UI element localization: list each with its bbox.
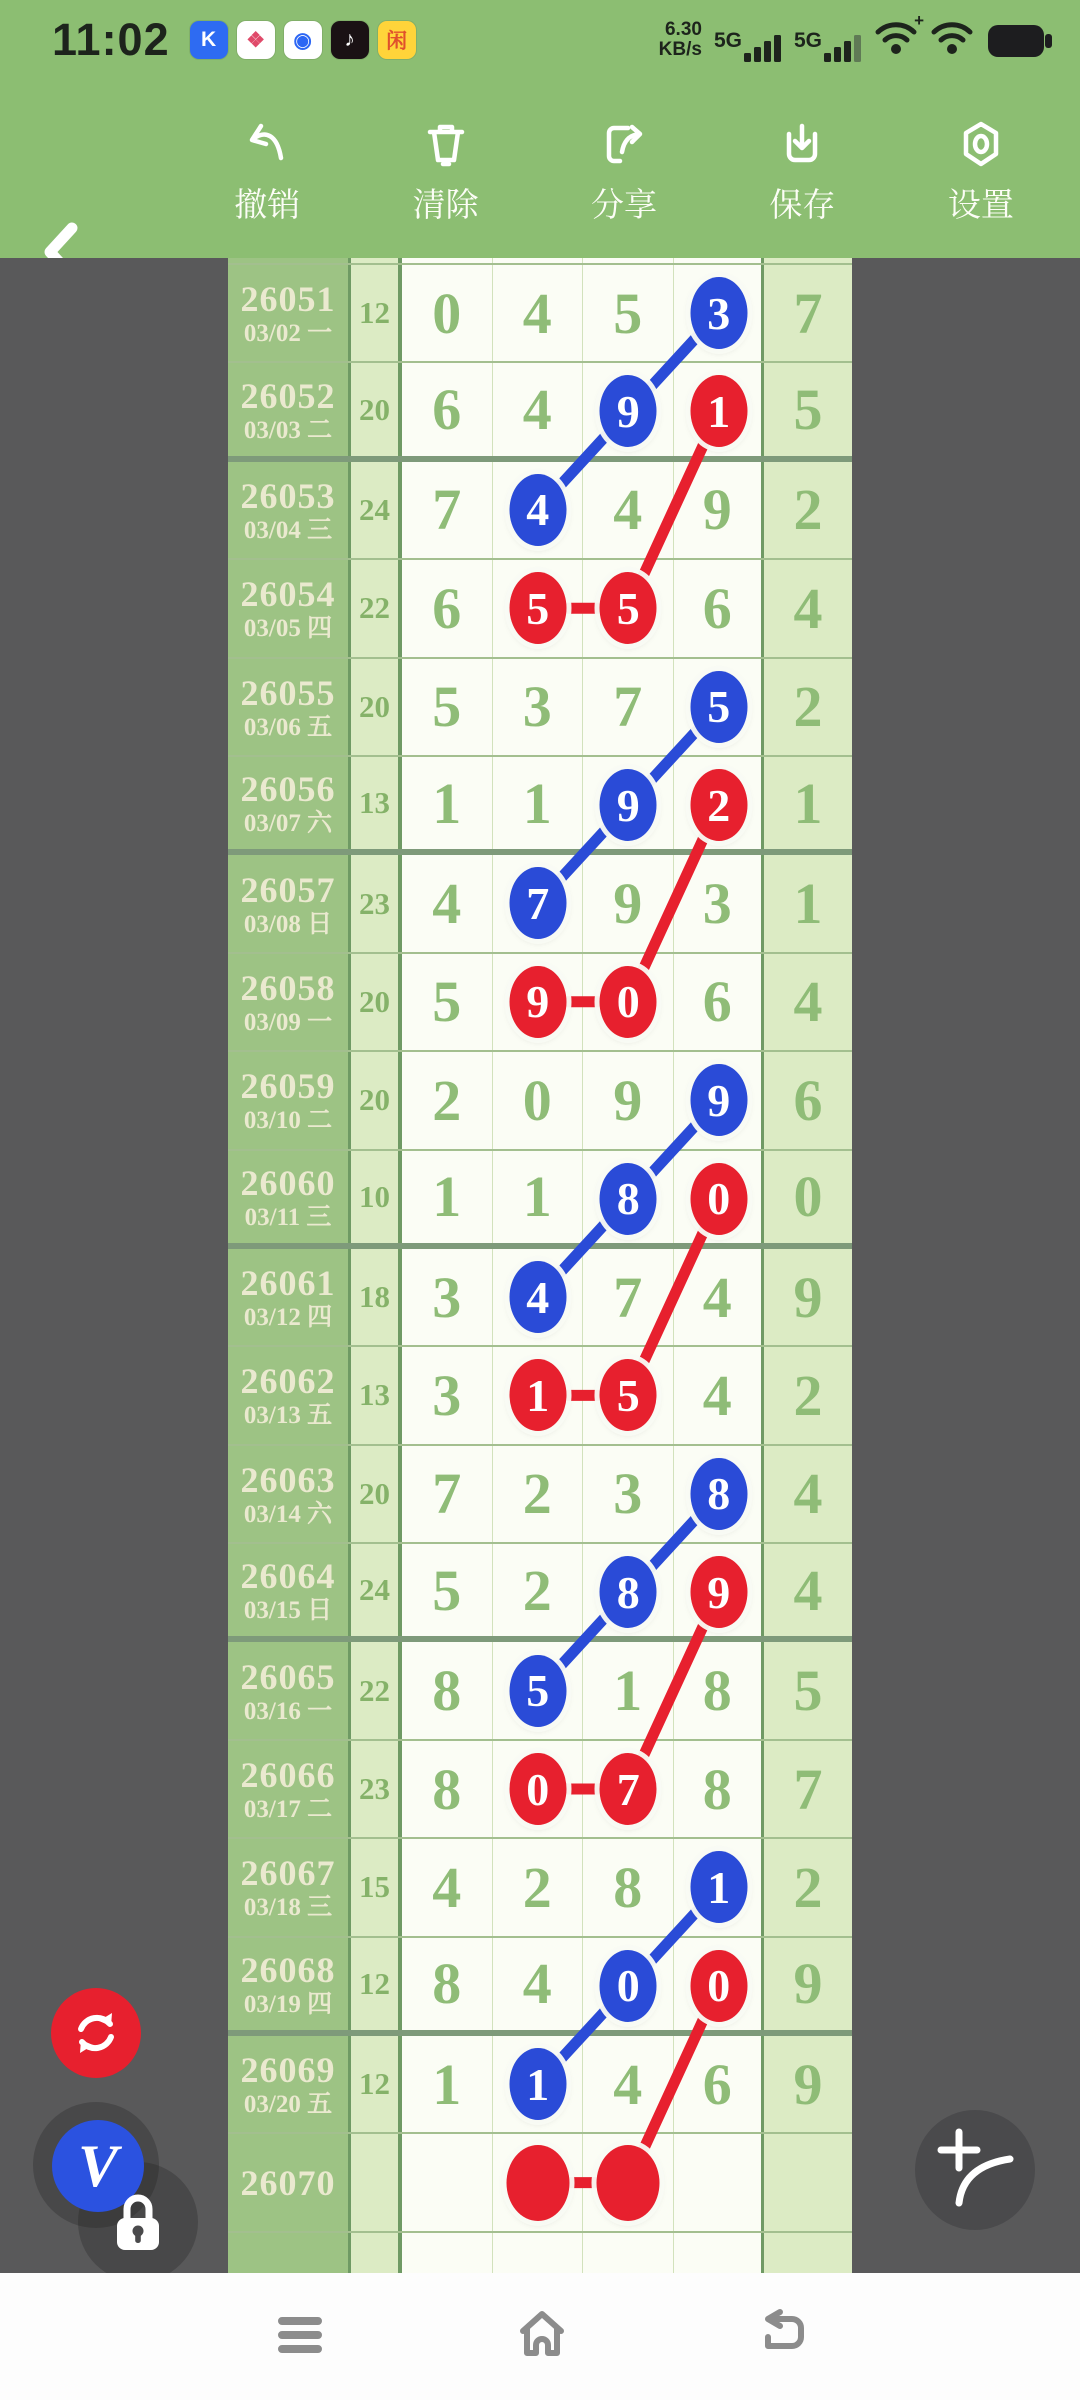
table-row xyxy=(228,659,852,757)
period-number: 26055 xyxy=(240,672,336,713)
period-date: 03/16 一 xyxy=(243,1697,333,1725)
count-cell: 18 xyxy=(351,1249,402,1345)
result-cell: 9 xyxy=(764,1938,852,2030)
digit-cell[interactable]: 3 xyxy=(493,659,584,755)
period-number: 26070 xyxy=(240,2162,336,2203)
period-cell xyxy=(228,2036,351,2132)
mark-red[interactable]: 9 xyxy=(690,1556,747,1628)
period-date: 03/03 二 xyxy=(243,416,333,444)
digit-cell[interactable]: 0 xyxy=(402,265,493,361)
mark-red[interactable]: 0 xyxy=(690,1950,747,2022)
count-cell: 24 xyxy=(351,462,402,558)
digit-cell[interactable]: 3 xyxy=(402,1249,493,1345)
period-cell xyxy=(228,1741,351,1837)
mark-blue[interactable]: 5 xyxy=(509,1655,566,1727)
system-nav-bar xyxy=(0,2273,1080,2400)
undo-label: 撤销 xyxy=(234,186,301,223)
mark-blue[interactable]: 8 xyxy=(600,1163,657,1235)
settings-label: 设置 xyxy=(947,186,1014,223)
digit-cell[interactable]: 8 xyxy=(674,1642,765,1738)
result-cell: 4 xyxy=(764,954,852,1050)
period-cell xyxy=(228,855,351,951)
nav-menu-button[interactable] xyxy=(272,2307,328,2363)
mark-red[interactable]: 5 xyxy=(509,572,566,644)
quark-icon: ◉ xyxy=(284,21,322,59)
share-icon xyxy=(598,118,650,170)
period-date: 03/11 三 xyxy=(244,1203,332,1231)
count-cell xyxy=(351,2134,402,2230)
period-number: 26058 xyxy=(240,967,336,1008)
period-number: 26052 xyxy=(240,375,336,416)
digit-cell[interactable]: 4 xyxy=(493,265,584,361)
count-cell: 13 xyxy=(351,757,402,849)
left-panel xyxy=(0,258,228,2273)
battery-icon xyxy=(986,21,1054,61)
period-date: 03/12 四 xyxy=(243,1304,333,1332)
tiktok-icon: ♪ xyxy=(331,21,369,59)
toolbar xyxy=(0,80,1080,258)
period-cell xyxy=(228,757,351,849)
qanflow-icon: ❖ xyxy=(237,21,275,59)
period-cell xyxy=(228,363,351,455)
table-row xyxy=(228,265,852,363)
table-row-cut xyxy=(228,258,852,265)
count-cell: 23 xyxy=(351,1741,402,1837)
trash-icon xyxy=(420,118,472,170)
count-cell: 12 xyxy=(351,265,402,361)
period-date: 03/08 日 xyxy=(243,910,333,938)
period-date: 03/19 四 xyxy=(243,1990,333,2018)
count-cell: 12 xyxy=(351,1938,402,2030)
mark-red[interactable]: 5 xyxy=(600,1359,657,1431)
digit-cell[interactable]: 4 xyxy=(583,462,674,558)
result-cell: 6 xyxy=(764,1052,852,1148)
mark-blue[interactable]: 4 xyxy=(509,474,566,546)
signal-bars-icon xyxy=(824,32,862,62)
count-cell: 23 xyxy=(351,855,402,951)
digit-cell[interactable]: 3 xyxy=(583,1446,674,1542)
count-cell: 20 xyxy=(351,363,402,455)
digit-cell[interactable]: 2 xyxy=(402,1052,493,1148)
refresh-button[interactable] xyxy=(51,1988,141,2078)
mark-blue[interactable]: 9 xyxy=(600,375,657,447)
digit-cell[interactable]: 5 xyxy=(402,954,493,1050)
count-cell: 20 xyxy=(351,1052,402,1148)
period-cell xyxy=(228,659,351,755)
digit-cell[interactable]: 4 xyxy=(674,1347,765,1443)
table-row xyxy=(228,363,852,461)
status-bar xyxy=(0,0,1080,80)
table-row xyxy=(228,757,852,855)
digit-cell[interactable]: 0 xyxy=(493,1052,584,1148)
period-date: 03/09 一 xyxy=(243,1008,333,1036)
status-clock: 11:02 xyxy=(52,14,170,65)
clear-label: 清除 xyxy=(412,186,479,223)
digit-cell[interactable] xyxy=(402,2134,493,2230)
digit-cell[interactable]: 5 xyxy=(583,265,674,361)
xianyu-icon: 闲 xyxy=(378,21,416,59)
period-date: 03/10 二 xyxy=(243,1107,333,1135)
period-number: 26062 xyxy=(240,1361,336,1402)
digit-cell[interactable]: 7 xyxy=(583,1249,674,1345)
add-curve-button[interactable] xyxy=(915,2110,1035,2230)
digit-cell[interactable]: 4 xyxy=(402,855,493,951)
digit-cell[interactable]: 6 xyxy=(674,954,765,1050)
period-cell xyxy=(228,1052,351,1148)
digit-cell[interactable]: 1 xyxy=(402,2036,493,2132)
period-cell xyxy=(228,1938,351,2030)
share-label: 分享 xyxy=(591,186,658,223)
digit-cell[interactable]: 7 xyxy=(402,462,493,558)
digit-cell[interactable]: 6 xyxy=(674,560,765,656)
period-cell xyxy=(228,1544,351,1636)
period-date: 03/04 三 xyxy=(243,516,333,544)
result-cell: 4 xyxy=(764,1544,852,1636)
result-cell: 1 xyxy=(764,757,852,849)
add-curve-icon xyxy=(915,2110,1035,2230)
table-row-cut xyxy=(228,2233,852,2273)
period-number: 26051 xyxy=(240,279,336,320)
period-date: 03/06 五 xyxy=(243,713,333,741)
period-cell xyxy=(228,1446,351,1542)
count-cell: 22 xyxy=(351,560,402,656)
period-number: 26060 xyxy=(240,1162,336,1203)
home-icon xyxy=(514,2307,570,2363)
digit-cell[interactable]: 5 xyxy=(402,659,493,755)
mark-red-dot[interactable] xyxy=(506,2145,569,2221)
result-cell xyxy=(764,2134,852,2230)
result-cell: 0 xyxy=(764,1151,852,1243)
period-number: 26068 xyxy=(240,1949,336,1990)
sim1-signal: 5G xyxy=(714,32,782,62)
mark-blue[interactable]: 7 xyxy=(509,867,566,939)
digit-cell[interactable]: 1 xyxy=(583,1642,674,1738)
period-cell xyxy=(228,1249,351,1345)
digit-cell[interactable]: 3 xyxy=(402,1347,493,1443)
period-number: 26061 xyxy=(240,1263,336,1304)
period-cell xyxy=(228,1839,351,1935)
count-cell: 20 xyxy=(351,659,402,755)
count-cell: 20 xyxy=(351,1446,402,1542)
digit-cell[interactable]: 2 xyxy=(493,1446,584,1542)
count-cell: 13 xyxy=(351,1347,402,1443)
table-row xyxy=(228,1446,852,1544)
notification-app-icons xyxy=(190,21,416,59)
digit-cell[interactable]: 4 xyxy=(583,2036,674,2132)
period-date: 03/07 六 xyxy=(243,810,333,838)
mark-red[interactable]: 2 xyxy=(690,769,747,841)
result-cell: 2 xyxy=(764,462,852,558)
status-indicators xyxy=(658,10,1054,62)
digit-cell[interactable]: 6 xyxy=(402,363,493,455)
clear-button[interactable] xyxy=(356,92,534,252)
digit-cell[interactable]: 9 xyxy=(583,1052,674,1148)
mark-red[interactable]: 0 xyxy=(600,966,657,1038)
mark-red-dot[interactable] xyxy=(597,2145,660,2221)
period-date: 03/14 六 xyxy=(243,1500,333,1528)
lock-icon xyxy=(111,2192,165,2254)
settings-icon xyxy=(955,118,1007,170)
undo-button[interactable] xyxy=(178,92,356,252)
period-cell xyxy=(228,265,351,361)
mark-red[interactable]: 7 xyxy=(600,1753,657,1825)
digit-cell[interactable]: 8 xyxy=(402,1642,493,1738)
digit-cell[interactable]: 8 xyxy=(583,1839,674,1935)
result-cell: 2 xyxy=(764,659,852,755)
count-cell: 12 xyxy=(351,2036,402,2132)
period-date: 03/17 二 xyxy=(243,1796,333,1824)
period-number: 26056 xyxy=(240,769,336,810)
period-number: 26065 xyxy=(240,1656,336,1697)
count-cell: 20 xyxy=(351,954,402,1050)
period-date: 03/15 日 xyxy=(243,1597,333,1625)
period-number: 26063 xyxy=(240,1459,336,1500)
v-logo: V xyxy=(77,2132,119,2199)
digit-cell[interactable]: 1 xyxy=(493,757,584,849)
share-button[interactable] xyxy=(535,92,713,252)
digit-cell[interactable]: 9 xyxy=(583,855,674,951)
table-row xyxy=(228,1052,852,1150)
mark-blue[interactable]: 8 xyxy=(690,1458,747,1530)
nav-back-icon xyxy=(754,2307,810,2363)
count-cell: 10 xyxy=(351,1151,402,1243)
mark-blue[interactable]: 1 xyxy=(690,1851,747,1923)
period-number: 26054 xyxy=(240,574,336,615)
count-cell: 22 xyxy=(351,1642,402,1738)
period-date: 03/18 三 xyxy=(243,1894,333,1922)
mark-blue[interactable]: 9 xyxy=(600,769,657,841)
network-speed: 6.30 KB/s xyxy=(658,18,702,60)
wifi-icon xyxy=(930,19,974,60)
period-date: 03/05 四 xyxy=(243,615,333,643)
period-number: 26059 xyxy=(240,1066,336,1107)
period-cell xyxy=(228,2134,351,2230)
digit-cell[interactable]: 1 xyxy=(402,757,493,849)
digit-cell[interactable] xyxy=(674,2134,765,2230)
result-cell: 9 xyxy=(764,1249,852,1345)
digit-cell[interactable]: 4 xyxy=(493,363,584,455)
digit-cell[interactable]: 8 xyxy=(402,1938,493,2030)
period-cell xyxy=(228,1347,351,1443)
result-cell: 2 xyxy=(764,1347,852,1443)
digit-cell[interactable]: 4 xyxy=(493,1938,584,2030)
signal-bars-icon xyxy=(744,32,782,62)
sim2-signal: 5G xyxy=(794,32,862,62)
digit-cell[interactable]: 1 xyxy=(493,1151,584,1243)
save-button[interactable] xyxy=(713,92,891,252)
digit-cell[interactable]: 8 xyxy=(674,1741,765,1837)
digit-cell[interactable]: 6 xyxy=(674,2036,765,2132)
digit-cell[interactable]: 4 xyxy=(402,1839,493,1935)
mark-red[interactable]: 9 xyxy=(509,966,566,1038)
nav-back-button[interactable] xyxy=(754,2307,810,2363)
result-cell: 9 xyxy=(764,2036,852,2132)
period-number: 26053 xyxy=(240,475,336,516)
mark-red[interactable]: 1 xyxy=(690,375,747,447)
digit-cell[interactable]: 7 xyxy=(583,659,674,755)
period-number: 26066 xyxy=(240,1755,336,1796)
mark-red[interactable]: 0 xyxy=(690,1163,747,1235)
count-cell: 24 xyxy=(351,1544,402,1636)
menu-icon xyxy=(272,2307,328,2363)
period-number: 26064 xyxy=(240,1556,336,1597)
table-row xyxy=(228,1151,852,1249)
period-date: 03/13 五 xyxy=(243,1402,333,1430)
refresh-icon xyxy=(68,2005,124,2061)
period-date: 03/02 一 xyxy=(243,320,333,348)
table-row xyxy=(228,1839,852,1937)
digit-cell[interactable]: 7 xyxy=(402,1446,493,1542)
result-cell: 5 xyxy=(764,1642,852,1738)
undo-icon xyxy=(241,118,293,170)
digit-cell[interactable]: 8 xyxy=(402,1741,493,1837)
mark-blue[interactable]: 8 xyxy=(600,1556,657,1628)
period-cell xyxy=(228,1642,351,1738)
result-cell: 4 xyxy=(764,1446,852,1542)
k-app-icon: K xyxy=(190,21,228,59)
digit-cell[interactable]: 2 xyxy=(493,1839,584,1935)
result-cell: 7 xyxy=(764,265,852,361)
save-label: 保存 xyxy=(769,186,836,223)
table-row xyxy=(228,1544,852,1642)
count-cell: 15 xyxy=(351,1839,402,1935)
digit-cell[interactable]: 9 xyxy=(674,462,765,558)
lock-button[interactable] xyxy=(111,2192,165,2254)
digit-cell[interactable]: 6 xyxy=(402,560,493,656)
digit-cell[interactable]: 2 xyxy=(493,1544,584,1636)
mark-blue[interactable]: 0 xyxy=(600,1950,657,2022)
mark-red[interactable]: 1 xyxy=(509,1359,566,1431)
mark-blue[interactable]: 3 xyxy=(690,277,747,349)
result-cell: 5 xyxy=(764,363,852,455)
result-cell: 7 xyxy=(764,1741,852,1837)
digit-cell[interactable]: 4 xyxy=(674,1249,765,1345)
digit-cell[interactable]: 5 xyxy=(402,1544,493,1636)
period-number: 26069 xyxy=(240,2050,336,2091)
mark-blue[interactable]: 1 xyxy=(509,2048,566,2120)
digit-cell[interactable]: 1 xyxy=(402,1151,493,1243)
nav-home-button[interactable] xyxy=(514,2307,570,2363)
mark-red[interactable]: 5 xyxy=(600,572,657,644)
period-cell xyxy=(228,1151,351,1243)
mark-blue[interactable]: 4 xyxy=(509,1261,566,1333)
period-cell xyxy=(228,954,351,1050)
save-icon xyxy=(776,118,828,170)
right-panel xyxy=(852,258,1080,2273)
mark-blue[interactable]: 9 xyxy=(690,1064,747,1136)
period-cell xyxy=(228,560,351,656)
result-cell: 1 xyxy=(764,855,852,951)
period-cell xyxy=(228,462,351,558)
settings-button[interactable] xyxy=(892,92,1070,252)
result-cell: 2 xyxy=(764,1839,852,1935)
result-cell: 4 xyxy=(764,560,852,656)
digit-cell[interactable]: 3 xyxy=(674,855,765,951)
period-number: 26057 xyxy=(240,869,336,910)
mark-red[interactable]: 0 xyxy=(509,1753,566,1825)
toolbar-buttons xyxy=(178,92,1070,252)
wifi-plus-icon: + xyxy=(874,19,918,60)
table-row xyxy=(228,1938,852,2036)
period-date: 03/20 五 xyxy=(243,2091,333,2119)
mark-blue[interactable]: 5 xyxy=(690,671,747,743)
period-number: 26067 xyxy=(240,1853,336,1894)
